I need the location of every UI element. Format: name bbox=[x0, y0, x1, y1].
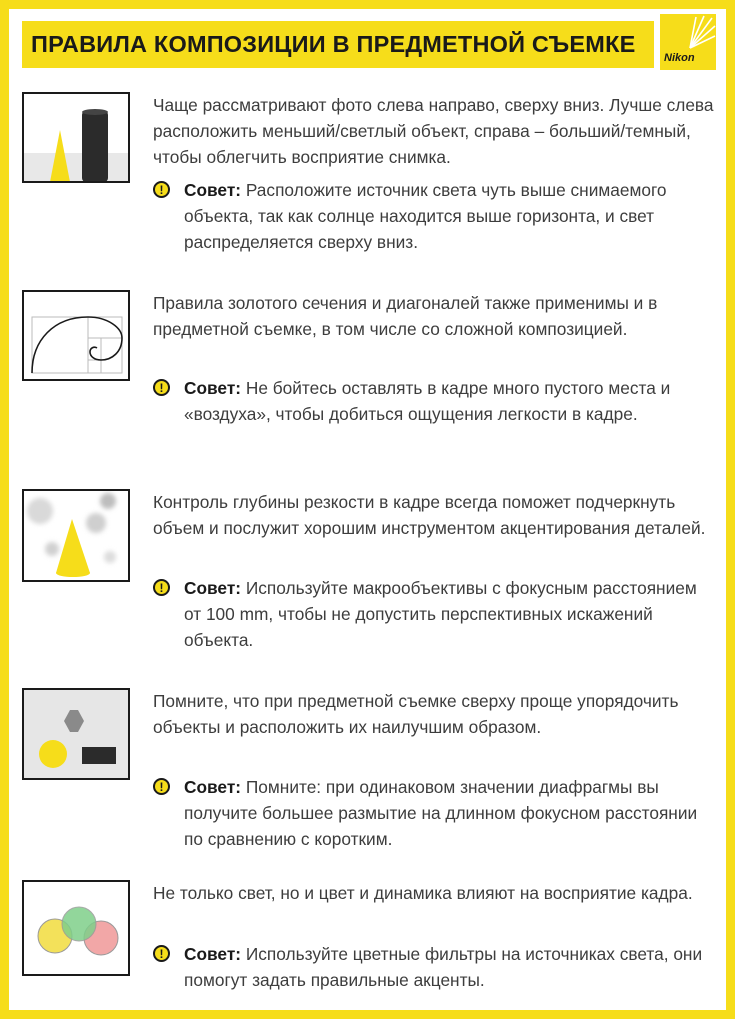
tip-label: Совет: bbox=[184, 578, 242, 598]
exclamation-icon: ! bbox=[153, 945, 170, 962]
nikon-logo bbox=[660, 14, 716, 70]
tip-text: Расположите источник света чуть выше снимаемого объекта, так как солнце находится выше горизонта, и свет распределяется сверху вниз. bbox=[184, 180, 667, 252]
exclamation-icon: ! bbox=[153, 579, 170, 596]
tip-text: Помните: при одинаковом значении диафрагмы вы получите большее размытие на длинном фокусном расстоянии по сравнению с коротким. bbox=[184, 777, 698, 849]
tip-label: Совет: bbox=[184, 944, 242, 964]
top-view-shapes-icon bbox=[22, 688, 130, 780]
cone-and-cylinder-icon bbox=[22, 92, 130, 183]
golden-spiral-icon bbox=[22, 290, 130, 381]
section-description: Правила золотого сечения и диагоналей также применимы и в предметной съемке, в том числе со сложной композицией. bbox=[153, 293, 658, 339]
tip-text-block bbox=[184, 774, 714, 852]
exclamation-icon: ! bbox=[153, 778, 170, 795]
exclamation-icon: ! bbox=[153, 181, 170, 198]
tip-text-block bbox=[184, 575, 714, 653]
tip-label: Совет: bbox=[184, 378, 242, 398]
tip-text-block bbox=[184, 375, 714, 427]
section-description: Помните, что при предметной съемке сверху проще упорядочить объекты и расположить их наилучшим образом. bbox=[153, 691, 679, 737]
tip-text-block bbox=[184, 941, 714, 993]
tip-text: Используйте макрообъективы с фокусным расстоянием от 100 mm, чтобы не допустить перспективных искажений объекта. bbox=[184, 578, 697, 650]
section-description: Не только свет, но и цвет и динамика влияют на восприятие кадра. bbox=[153, 883, 693, 903]
page-title: ПРАВИЛА КОМПОЗИЦИИ В ПРЕДМЕТНОЙ СЪЕМКЕ bbox=[31, 31, 636, 57]
section-description: Контроль глубины резкости в кадре всегда поможет подчеркнуть объем и послужит хорошим инструментом акцентирования деталей. bbox=[153, 492, 706, 538]
tip-text-block bbox=[184, 177, 714, 255]
logo-text: Nikon bbox=[664, 52, 695, 64]
tip-label: Совет: bbox=[184, 777, 242, 797]
tip-label: Совет: bbox=[184, 180, 242, 200]
title-banner bbox=[22, 21, 654, 68]
tip-text: Не бойтесь оставлять в кадре много пустого места и «воздуха», чтобы добиться ощущения легкости в кадре. bbox=[184, 378, 671, 424]
tip-text: Используйте цветные фильтры на источниках света, они помогут задать правильные акценты. bbox=[184, 944, 703, 990]
exclamation-icon: ! bbox=[153, 379, 170, 396]
section-description: Чаще рассматривают фото слева направо, сверху вниз. Лучше слева расположить меньший/светлый объект, справа – больший/темный, чтобы облегчить восприятие снимка. bbox=[153, 95, 714, 167]
color-circles-icon bbox=[22, 880, 130, 976]
depth-of-field-icon bbox=[22, 489, 130, 582]
